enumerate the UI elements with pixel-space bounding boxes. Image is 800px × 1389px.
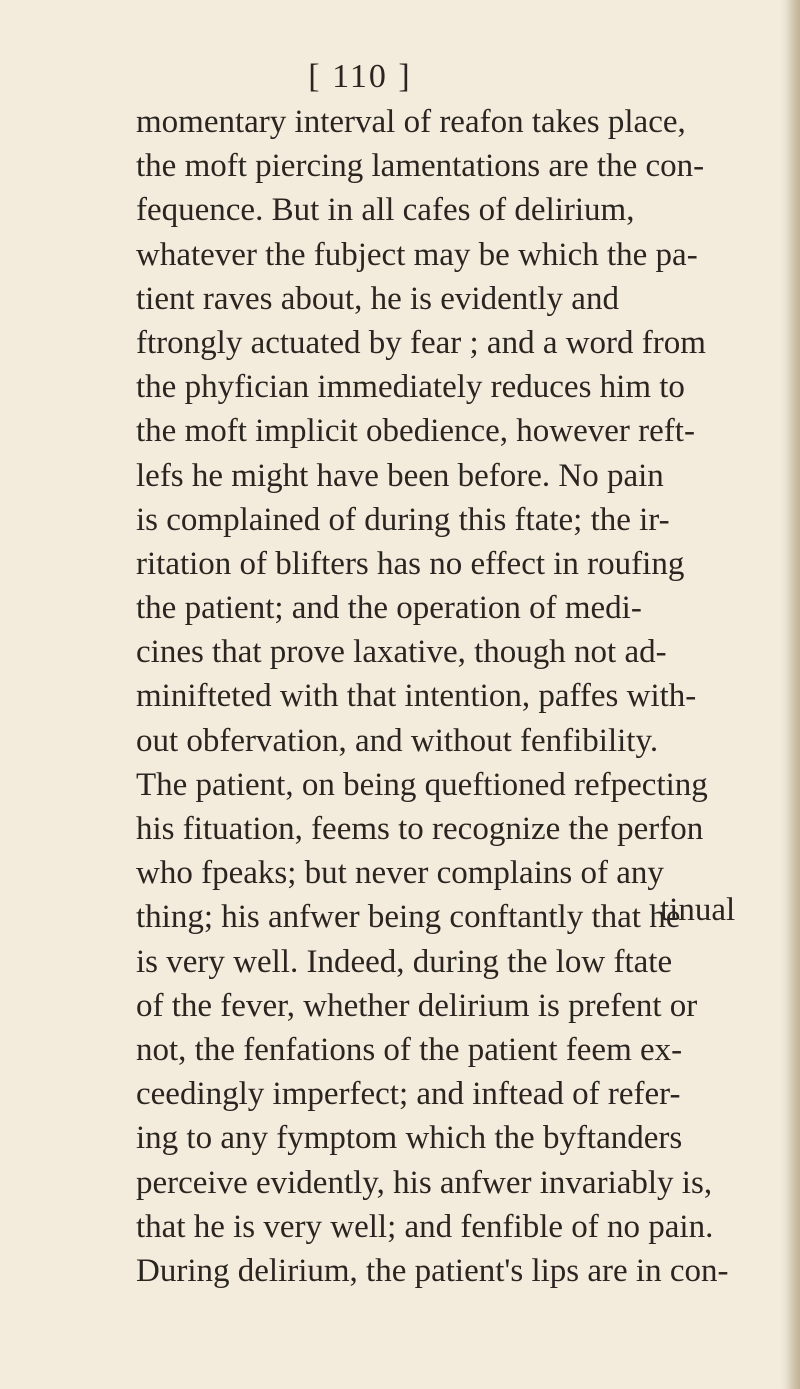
text-line: that he is very well; and fenfible of no pain. [136,1208,714,1245]
text-line: out obfervation, and without fenfibility. [136,722,659,759]
text-line: the moft piercing lamentations are the con- [136,148,705,185]
text-line: ritation of blifters has no effect in roufing [136,545,685,582]
text-line: lefs he might have been before. No pain [136,457,664,494]
text-line: cines that prove laxative, though not ad- [136,634,667,671]
text-line: fequence. But in all cafes of delirium, [136,192,635,229]
text-line: the phyfician immediately reduces him to [136,369,685,406]
text-line: During delirium, the patient's lips are in con- [136,1252,729,1289]
text-line: ing to any fymptom which the byftanders [136,1120,683,1157]
catchword: tinual [660,892,736,928]
text-line: his fituation, feems to recognize the perfon [136,811,704,847]
text-line: not, the fenfations of the patient feem ex- [136,1031,683,1068]
body-text [136,100,736,1293]
text-line: is very well. Indeed, during the low ftate [136,943,673,980]
text-line: minifteted with that intention, paffes with- [136,678,697,715]
text-line: is complained of during this ftate; the ir- [136,501,670,538]
text-line: thing; his anfwer being conftantly that he [136,899,681,936]
text-line: who fpeaks; but never complains of any [136,855,664,892]
text-line: the patient; and the operation of medi- [136,590,642,627]
page-edge-shadow [786,0,800,1389]
text-line: ftrongly actuated by fear ; and a word from [136,324,706,361]
text-line: whatever the fubject may be which the pa- [136,236,698,273]
text-line: The patient, on being queftioned refpecting [136,766,708,803]
text-line: the moft implicit obedience, however reft- [136,413,695,450]
page-number: [ 110 ] [308,58,412,95]
text-line: of the fever, whether delirium is prefent or [136,987,698,1024]
text-line: momentary interval of reafon takes place, [136,104,686,140]
text-line: ceedingly imperfect; and inftead of refer- [136,1076,681,1113]
text-line: tient raves about, he is evidently and [136,280,619,317]
text-line: perceive evidently, his anfwer invariably is, [136,1164,713,1201]
